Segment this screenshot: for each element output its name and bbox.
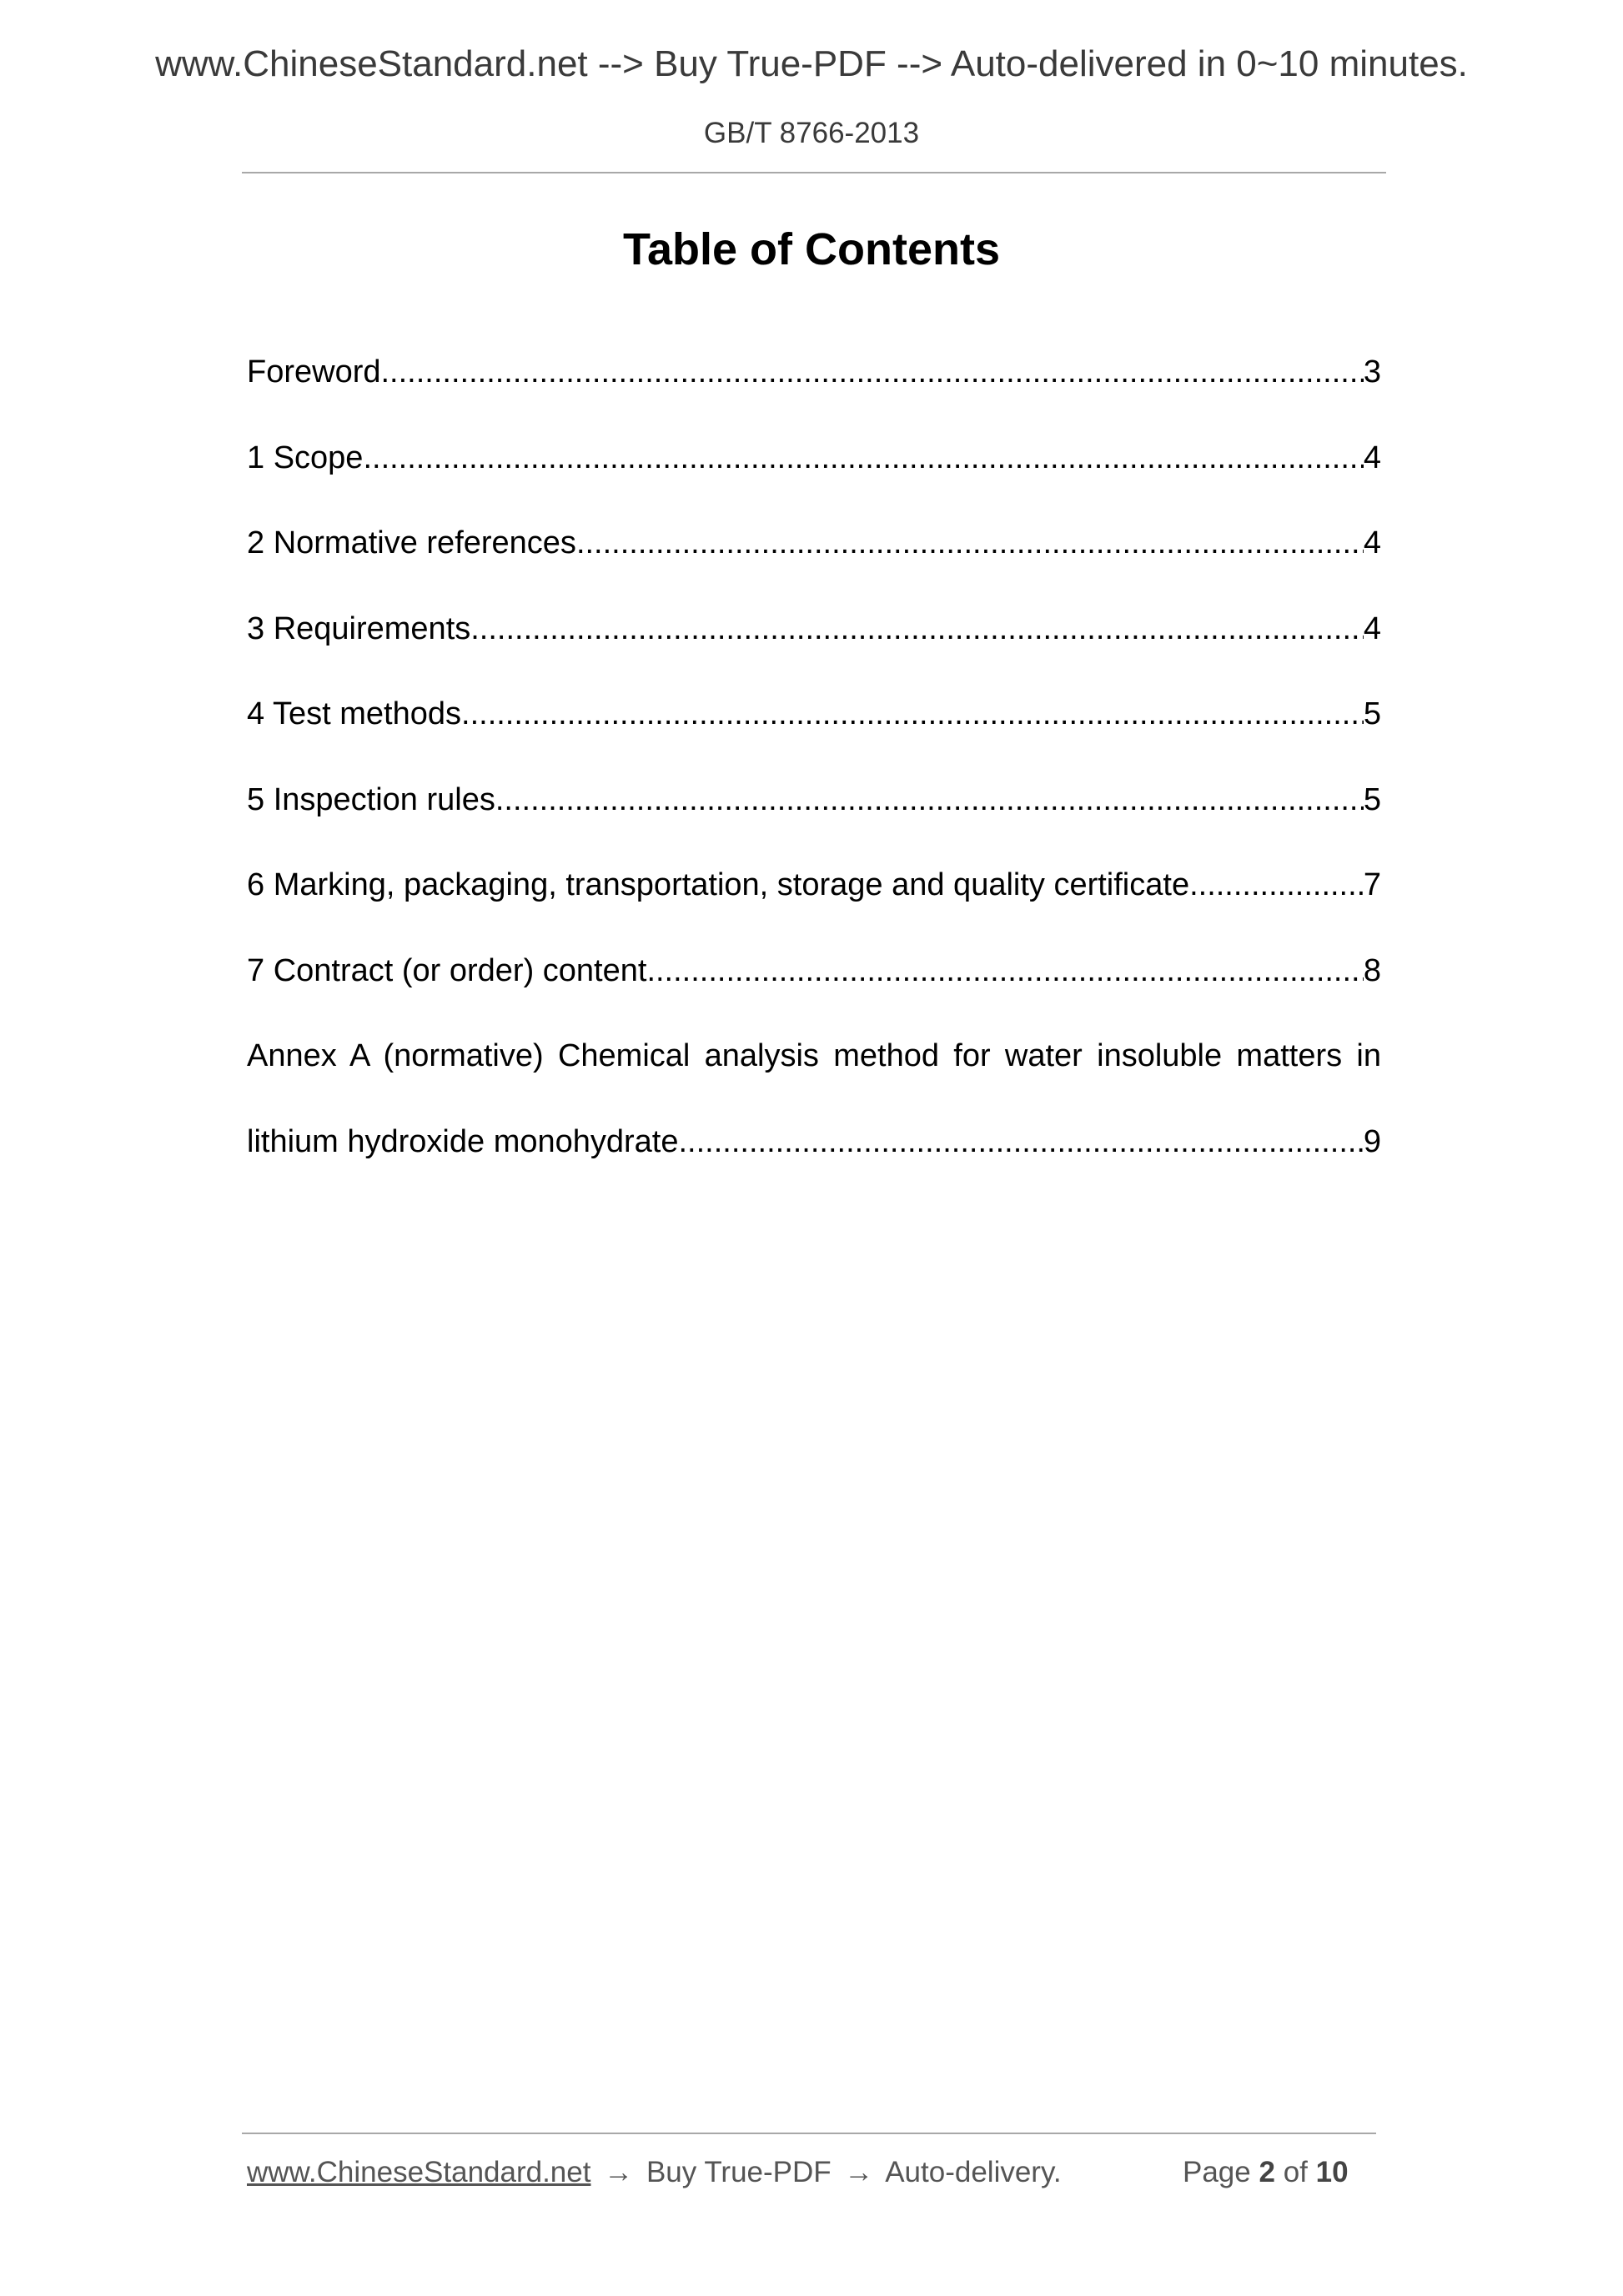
document-code: GB/T 8766-2013 [703, 117, 920, 149]
toc-leader-dots [461, 696, 1364, 732]
toc-entry-label: 6 Marking, packaging, transportation, storage and quality certificate [247, 867, 1190, 902]
toc-entry-page: 4 [1363, 610, 1381, 646]
toc-leader-dots [470, 611, 1364, 647]
page-current: 2 [1259, 2156, 1275, 2188]
toc-entry-page: 5 [1363, 696, 1381, 731]
footer-buy-text: Buy True-PDF [646, 2156, 832, 2188]
toc-entry-page: 4 [1363, 525, 1381, 560]
toc-leader-dots [679, 1124, 1364, 1160]
page-total: 10 [1315, 2156, 1349, 2188]
table-of-contents [247, 354, 1381, 1209]
toc-entry-page: 4 [1363, 440, 1381, 475]
page-footer [247, 2156, 1381, 2189]
toc-entry-foreword[interactable] [247, 354, 1381, 440]
toc-entry-contract-content[interactable] [247, 953, 1381, 1039]
footer-divider [242, 2133, 1376, 2134]
toc-entry-label: 4 Test methods [247, 696, 462, 731]
toc-entry-requirements[interactable] [247, 611, 1381, 697]
page-number [1183, 2156, 1349, 2189]
toc-leader-dots [381, 354, 1364, 390]
page-title: Table of Contents [623, 224, 1000, 274]
footer-delivery-text: Auto-delivery. [885, 2156, 1062, 2188]
toc-entry-label: 1 Scope [247, 440, 364, 475]
header-divider [242, 172, 1386, 173]
toc-leader-dots [495, 782, 1364, 818]
toc-entry-annex-a-line1[interactable]: Annex A (normative) Chemical analysis method for water insoluble matters in [247, 1038, 1381, 1073]
right-arrow-icon: → [844, 2156, 874, 2188]
footer-site-link[interactable]: www.ChineseStandard.net [247, 2156, 591, 2188]
toc-entry-page: 7 [1363, 867, 1381, 902]
toc-entry-page: 9 [1363, 1123, 1381, 1159]
toc-leader-dots [1189, 867, 1364, 903]
toc-entry-label: 3 Requirements [247, 610, 471, 646]
toc-entry-label: lithium hydroxide monohydrate [247, 1123, 679, 1159]
toc-entry-scope[interactable] [247, 440, 1381, 526]
toc-leader-dots [576, 525, 1364, 561]
toc-entry-inspection-rules[interactable] [247, 782, 1381, 868]
toc-entry-label: 5 Inspection rules [247, 781, 495, 817]
toc-entry-marking-packaging[interactable] [247, 867, 1381, 953]
page-word: Page [1183, 2156, 1251, 2188]
page-of: of [1283, 2156, 1308, 2188]
toc-leader-dots [646, 953, 1363, 989]
toc-entry-label: 7 Contract (or order) content [247, 952, 647, 988]
toc-entry-normative-references[interactable] [247, 525, 1381, 611]
header-banner: www.ChineseStandard.net --> Buy True-PDF --> Auto-delivered in 0~10 minutes. [155, 43, 1468, 84]
toc-leader-dots [363, 440, 1363, 476]
toc-entry-label: 2 Normative references [247, 525, 576, 560]
toc-entry-annex-a[interactable] [247, 1124, 1381, 1210]
right-arrow-icon: → [604, 2156, 634, 2188]
toc-entry-page: 8 [1363, 952, 1381, 988]
toc-entry-label: Foreword [247, 354, 381, 389]
toc-entry-test-methods[interactable] [247, 696, 1381, 782]
toc-entry-page: 5 [1363, 781, 1381, 817]
toc-entry-page: 3 [1363, 354, 1381, 389]
